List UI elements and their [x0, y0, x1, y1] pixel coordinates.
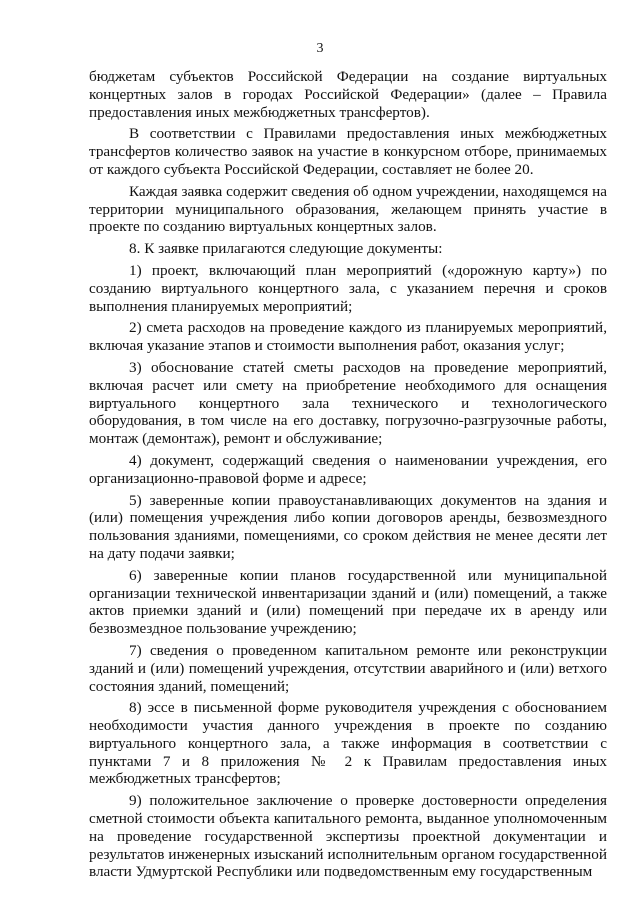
list-item-8: 8) эссе в письменной форме руководителя учреждения с обоснованием необходимости участия данного учреждения в проекте по созданию виртуального концертного зала, а также информация в соответствии с пунктами 7 и 8 приложения № 2 к Правилам предоставления иных межбюджетных трансфертов;	[89, 699, 607, 788]
paragraph-application-content: Каждая заявка содержит сведения об одном учреждении, находящемся на территории муниципального образования, желающем принять участие в проекте по созданию виртуальных концертных залов.	[89, 182, 607, 236]
list-item-5: 5) заверенные копии правоустанавливающих документов на здания и (или) помещения учреждения либо копии договоров аренды, безвозмездного пользования зданиями, помещениями, со сроком действия не менее десяти лет на дату подачи заявки;	[89, 491, 607, 562]
list-item-3: 3) обоснование статей сметы расходов на проведение мероприятий, включая расчет или смету на приобретение необходимого для оснащения виртуального концертного зала технического и технологического оборудования, в том числе на его доставку, погрузочно-разгрузочные работы, монтаж (демонтаж), ремонт и обслуживание;	[89, 358, 607, 448]
paragraph-continuation: бюджетам субъектов Российской Федерации на создание виртуальных концертных залов в городах Российской Федерации» (далее – Правила предоставления иных межбюджетных трансфертов).	[89, 68, 607, 121]
list-item-4: 4) документ, содержащий сведения о наименовании учреждения, его организационно-правовой форме и адресе;	[89, 451, 607, 487]
page-number: 3	[316, 41, 324, 56]
document-body	[89, 68, 607, 885]
list-item-6: 6) заверенные копии планов государственной или муниципальной организации технической инвентаризации зданий и (или) помещений, а также актов приемки зданий и (или) помещений при передаче их в аренду или безвозмездное пользование учреждению;	[89, 566, 607, 638]
list-item-2: 2) смета расходов на проведение каждого из планируемых мероприятий, включая указание этапов и стоимости выполнения работ, оказания услуг;	[89, 319, 607, 355]
list-item-1: 1) проект, включающий план мероприятий («дорожную карту») по созданию виртуального концертного зала, с указанием перечня и сроков выполнения планируемых мероприятий;	[89, 261, 607, 315]
list-item-9: 9) положительное заключение о проверке достоверности определения сметной стоимости объекта капитального ремонта, выданное уполномоченным на проведение государственной экспертизы проектной документации и результатов инженерных изысканий исполнительным органом государственной власти Удмуртской Республики или подведомственным ему государственным	[89, 792, 607, 881]
paragraph-documents-heading: 8. К заявке прилагаются следующие документы:	[129, 240, 443, 258]
list-item-7: 7) сведения о проведенном капитальном ремонте или реконструкции зданий и (или) помещений учреждения, отсутствии аварийного и (или) ветхого состояния зданий, помещений;	[89, 641, 607, 695]
paragraph-application-limit: В соответствии с Правилами предоставления иных межбюджетных трансфертов количество заявок на участие в конкурсном отборе, принимаемых от каждого субъекта Российской Федерации, составляет не более 20.	[89, 125, 607, 178]
